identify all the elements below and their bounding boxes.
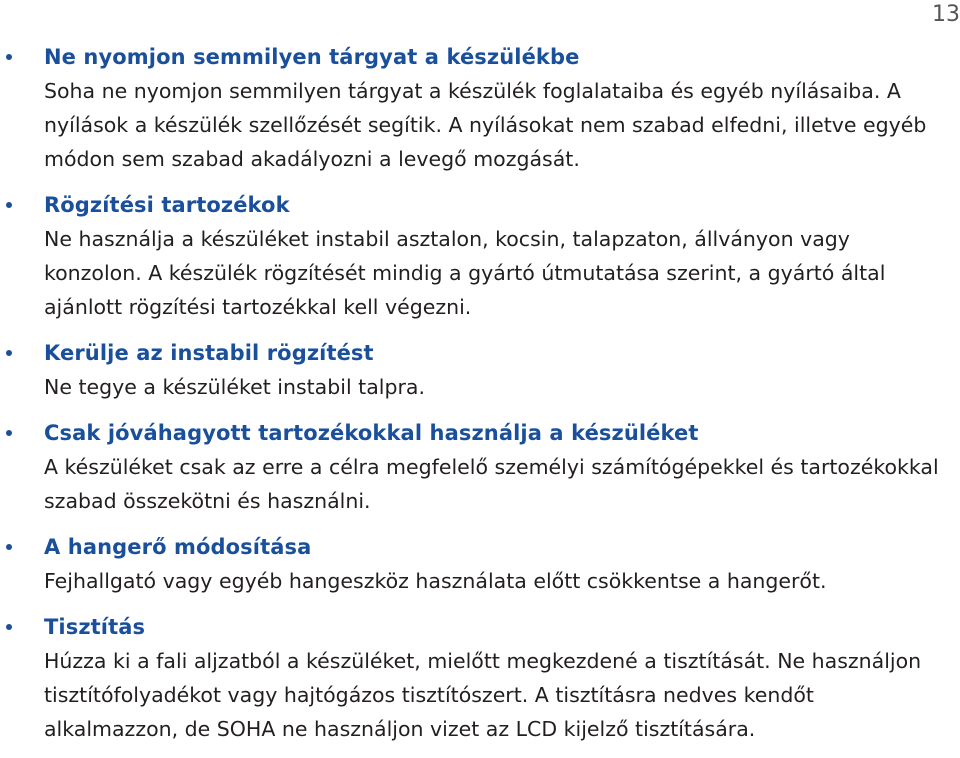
section-title: Rögzítési tartozékok [44, 193, 290, 217]
page-number: 13 [932, 2, 960, 27]
bullet-icon [6, 54, 12, 60]
section-body: Ne tegye a készüléket instabil talpra. [44, 375, 425, 399]
section-body: A készüléket csak az erre a célra megfelelő személyi számítógépekkel és tartozékokkal szabad összekötni és használni. [44, 455, 939, 513]
section-title: Kerülje az instabil rögzítést [44, 341, 374, 365]
bullet-icon [6, 202, 12, 208]
section-title: Csak jóváhagyott tartozékokkal használja a készüléket [44, 421, 699, 445]
section-body: Húzza ki a fali aljzatból a készüléket, mielőtt megkezdené a tisztítását. Ne használjon tisztítófolyadékot vagy hajtógázos tisztítószert. A tisztításra nedves kendőt alkalmazzon, de SOHA ne használjon vizet az LCD kijelző tisztítására. [44, 649, 922, 741]
section-unstable-mounting [0, 336, 960, 404]
safety-instructions-list [0, 40, 960, 758]
section-no-objects [0, 40, 960, 176]
section-body: Ne használja a készüléket instabil asztalon, kocsin, talapzaton, állványon vagy konzolon. A készülék rögzítését mindig a gyártó útmutatása szerint, a gyártó által ajánlott rögzítési tartozékkal kell végezni. [44, 227, 886, 319]
bullet-icon [6, 624, 12, 630]
section-cleaning [0, 610, 960, 746]
section-title: A hangerő módosítása [44, 535, 312, 559]
section-approved-accessories [0, 416, 960, 518]
section-title: Tisztítás [44, 615, 146, 639]
bullet-icon [6, 544, 12, 550]
section-body: Soha ne nyomjon semmilyen tárgyat a készülék foglalataiba és egyéb nyílásaiba. A nyílások a készülék szellőzését segítik. A nyílásokat nem szabad elfedni, illetve egyéb módon sem szabad akadályozni a levegő mozgását. [44, 79, 927, 171]
section-volume-adjustment [0, 530, 960, 598]
section-title: Ne nyomjon semmilyen tárgyat a készülékbe [44, 45, 580, 69]
bullet-icon [6, 430, 12, 436]
section-body: Fejhallgató vagy egyéb hangeszköz használata előtt csökkentse a hangerőt. [44, 569, 827, 593]
bullet-icon [6, 350, 12, 356]
section-mounting-accessories [0, 188, 960, 324]
